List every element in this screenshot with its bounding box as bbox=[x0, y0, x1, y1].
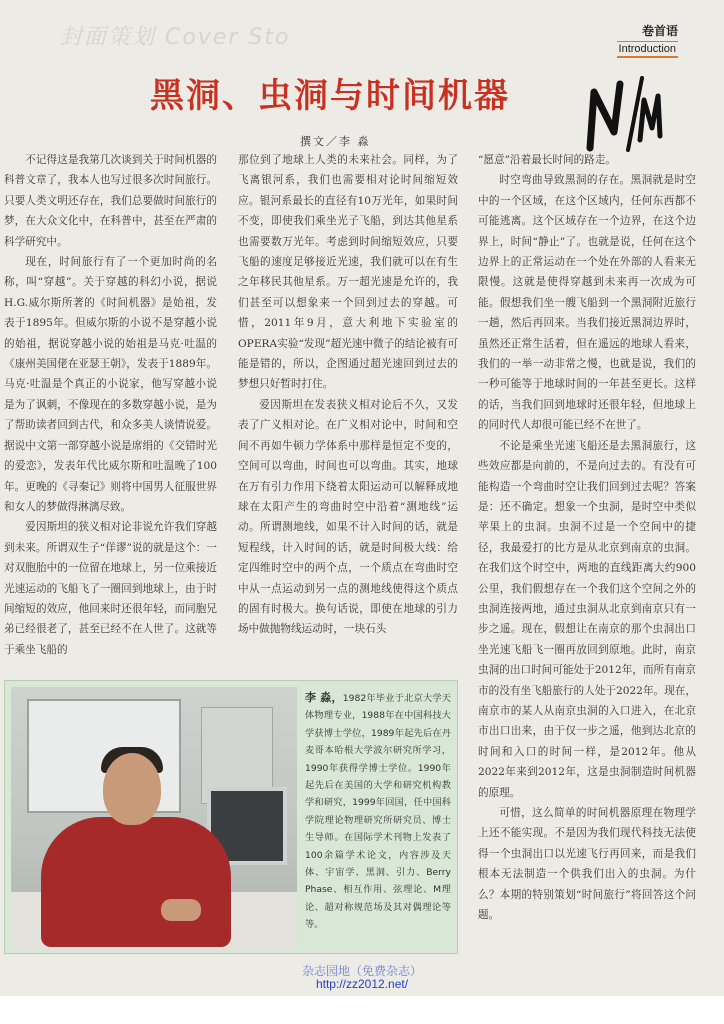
section-tag bbox=[617, 22, 678, 58]
section-title-en: Introduction bbox=[617, 41, 678, 58]
paragraph: 那位到了地球上人类的未来社会。同样，为了飞离银河系，我们也需要相对论时间缩短效应。银河系最长的直径有10万光年，如果时间不变，即使我们乘坐光子飞船，到达其他星系也需要数万光年。考虑到时间缩短效应，只要飞船的速度足够接近光速，我们就可以在有生之年移民其他星系。万一超光速是允许的，我们甚至可以想象来一个回到过去的穿越。可惜，2011年9月，意大利地下实验室的OPERA实验“发现”超光速中微子的结论被有可能是错的，所以，企图通过超光速回到过去的梦想只好暂时打住。 bbox=[238, 154, 458, 391]
paragraph: 不论是乘坐光速飞船还是去黑洞旅行，这些效应都是向前的，不是向过去的。有没有可能构造一个弯曲时空让我们回到过去呢？答案是：还不确定。想象一个虫洞，是时空中类似苹果上的虫洞。虫洞不过是一个空间中的捷径，我最爱打的比方是从北京到南京的虫洞。在我们这个时空中，两地的直线距离大约900公里，我们假想存在一个我们这个空间之外的虫洞连接两地，通过虫洞从北京到南京只有一步之遥。现在，假想让在南京的那个虫洞出口坐光速飞船飞一圈再放回到原地。此时，南京虫洞的出口时间可能处于2012年，而所有南京市的没有坐飞船旅行的人处于2022年。现在，南京市的某人从南京虫洞的入口进入，在北京市出口出来，由于仅一步之遥，他到达北京的时间和入口的时间一样，是2012年。他从2022年来到2012年，这是虫洞制造时间机器的原理。 bbox=[478, 439, 696, 799]
nm-logo-icon bbox=[584, 70, 668, 160]
author-name: 李 淼， bbox=[305, 691, 343, 704]
photo-person-head bbox=[103, 753, 161, 825]
page-bottom-margin bbox=[0, 996, 724, 1024]
paragraph: “愿意”沿着最长时间的路走。 bbox=[478, 154, 616, 166]
paragraph: 爱因斯坦的狭义相对论非说允许我们穿越到未来。所谓双生子“佯谬”说的就是这个：一对双胞胎中的一位留在地球上，另一位乘接近光速运动的飞船飞了一圈回到地球上，由于时间缩短的效应，他回来时还很年轻，而同胞兄弟已经很老了，甚至已经不在人世了。这就等于乘坐飞船的 bbox=[4, 521, 217, 656]
paragraph: 可惜，这么简单的时间机器原理在物理学上还不能实现。不是因为我们现代科技无法使得一个虫洞出口以光速飞行再回来，而是我们根本无法制造一个供我们出入的虫洞。为什么？本期的特别策划“时间旅行”将回答这个问题。 bbox=[478, 807, 696, 922]
byline: 撰文／李 淼 bbox=[300, 135, 371, 148]
author-photo bbox=[11, 687, 297, 949]
text-column-2 bbox=[238, 150, 458, 670]
author-bio-box bbox=[4, 680, 458, 954]
background-cover-text: 封面策划 Cover Sto bbox=[60, 25, 291, 50]
section-title-cn: 卷首语 bbox=[641, 24, 678, 38]
author-bio-body: 1982年毕业于北京大学天体物理专业，1988年在中国科技大学获博士学位，1989年起先后在丹麦哥本哈根大学波尔研究所学习，1990年获得学博士学位。1990年起先后在美国的大学和研究机构教学和研究，1999年回国，任中国科学院理论物理研究所研究员、博士生导师。在国际学术刊物上发表了100余篇学术论文，内容涉及天体、宇宙学、黑洞、引力、Berry Phase、相互作用、弦理论、M理论、超对称规范场及其对偶理论等等。 bbox=[305, 693, 451, 931]
text-column-1 bbox=[4, 150, 217, 670]
paragraph: 时空弯曲导致黑洞的存在。黑洞就是时空中的一个区域，在这个区域内，任何东西都不可能逃离。这个区域存在一个边界，在这个边界上，时间“静止”了。也就是说，任何在这个边界上的正常运动在一个处在外部的人看来无限慢。这就是使得穿越到未来再一次成为可能。假想我们坐一艘飞船到一个黑洞附近旅行一趟，然后再回来。当我们接近黑洞边界时，虽然还正常生活着，但在遥远的地球人看来，我们的一举一动非常之慢，也就是说，我们的一秒可能等于地球时间的一年甚至更长。这样的话，当我们回到地球时还很年轻，但地球上的同时代人却很可能已经不在世了。 bbox=[478, 174, 696, 432]
footer-site-name: 杂志园地（免费杂志） bbox=[301, 964, 422, 978]
article-title: 黑洞、虫洞与时间机器 bbox=[150, 76, 510, 116]
paragraph: 不记得这是我第几次谈到关于时间机器的科普文章了，我本人也写过很多次时间旅行。只要人类文明还存在，我们总要做时间旅行的梦，在大众文化中，在科普中，甚至在严肃的科学研究中。 bbox=[4, 154, 217, 248]
paragraph: 爱因斯坦在发表狭义相对论后不久，又发表了广义相对论。在广义相对论中，时间和空间不再如牛顿力学体系中那样是恒定不变的，空间可以弯曲，时间也可以弯曲。其实，地球在万有引力作用下绕着太阳运动可以解释成地球在太阳产生的弯曲时空中沿着“测地线”运动。所谓测地线，如果不计入时间的话，就是短程线，计入时间的话，就是时间极大线：给定四维时空中的两个点，一个质点在弯曲时空中从一点运动到另一点的测地线使得这个质点的固有时极大。换句话说，即使在地球的引力场中做抛物线运动时，一块石头 bbox=[238, 398, 458, 636]
photo-person-hand bbox=[161, 899, 201, 921]
footer-url-link[interactable]: http://zz2012.net/ bbox=[315, 977, 409, 991]
text-column-3 bbox=[478, 150, 696, 962]
paragraph: 现在，时间旅行有了一个更加时尚的名称，叫“穿越”。关于穿越的科幻小说，据说H.G.威尔斯所著的《时间机器》是始祖，发表于1895年。但威尔斯的小说不是穿越小说的始祖，据说穿越小说的始祖是马克·吐温的《康州美国佬在亚瑟王朝》，发表于1889年。马克·吐温是个真正的小说家，他写穿越小说是为了讽刺，不像现在的多数穿越小说，是为了帮助读者回到古代，和众多美人谈情说爱。据说中文第一部穿越小说是席绢的《交错时光的爱恋》，发表年代比威尔斯和吐温晚了100年。更晚的《寻秦记》则将中国男人征服世界和女人的梦做得淋漓尽致。 bbox=[4, 256, 217, 513]
photo-person-body bbox=[41, 817, 231, 947]
author-bio-text bbox=[305, 689, 451, 951]
